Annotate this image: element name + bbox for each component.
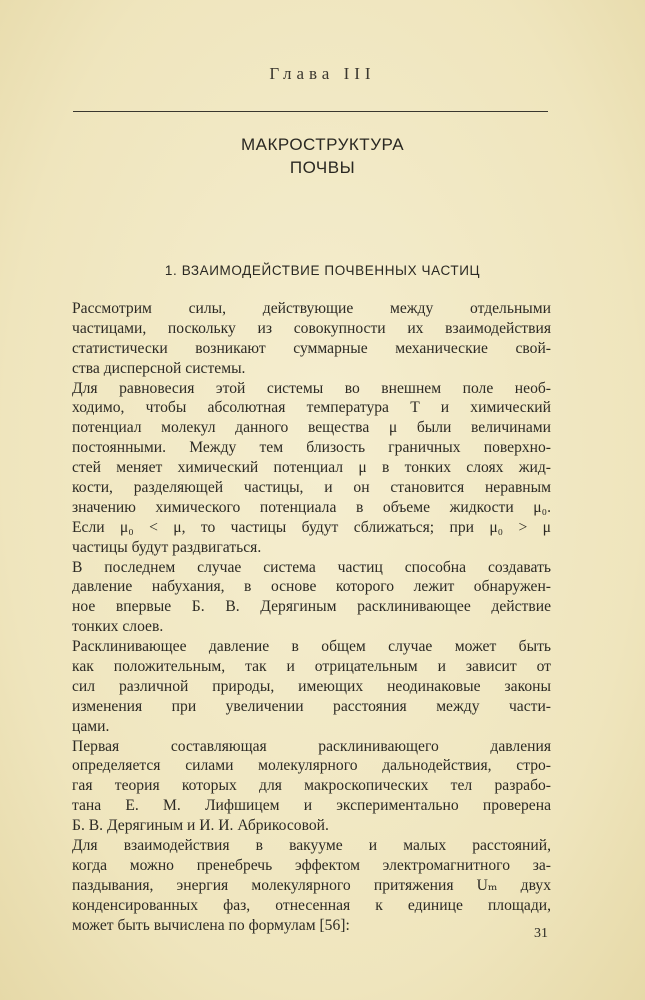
chapter-title-line-1: МАКРОСТРУКТУРА — [240, 135, 405, 154]
text-line: кости, разделяющей частицы, и он становится неравным — [72, 479, 551, 497]
text-line: изменения при увеличении расстояния между части- — [72, 697, 551, 715]
text-line: потенциал молекул данного вещества μ были величинами — [72, 419, 551, 437]
text-line: значению химического потенциала в объеме жидкости μ₀. — [72, 498, 551, 516]
text-line: ходимо, чтобы абсолютная температура T и химический — [72, 399, 551, 417]
text-line: В последнем случае система частиц способна создавать — [72, 558, 551, 576]
text-line: давление набухания, в основе которого лежит обнаружен- — [72, 578, 551, 596]
text-line: конденсированных фаз, отнесенная к единице площади, — [72, 896, 551, 914]
chapter-title-line-2: ПОЧВЫ — [289, 158, 356, 177]
body-text — [72, 299, 551, 936]
text-line: ное впервые Б. В. Дерягиным расклинивающее действие — [72, 598, 551, 616]
text-line: тана Е. М. Лифшицем и экспериментально проверена — [72, 797, 551, 815]
chapter-heading: Глава III — [269, 64, 376, 83]
text-line: сил различной природы, имеющих неодинаковые законы — [72, 677, 551, 695]
text-line: Рассмотрим силы, действующие между отдельными — [72, 300, 551, 317]
heading-rule — [73, 111, 548, 112]
text-line: частицы будут раздвигаться. — [72, 538, 262, 556]
text-line: ства дисперсной системы. — [72, 359, 246, 377]
text-line: гая теория которых для макроскопических тел разрабо- — [72, 777, 551, 795]
text-line: частицами, поскольку из совокупности их взаимодействия — [72, 319, 551, 337]
text-line: Первая составляющая расклинивающего давления — [72, 737, 551, 755]
text-line: статистически возникают суммарные механические свой- — [72, 339, 551, 357]
section-heading: 1. ВЗАИМОДЕЙСТВИЕ ПОЧВЕННЫХ ЧАСТИЦ — [164, 263, 481, 278]
page-number: 31 — [534, 926, 548, 941]
text-line: когда можно пренебречь эффектом электромагнитного за- — [72, 856, 551, 874]
text-line: может быть вычислена по формулам [56]: — [72, 916, 350, 934]
text-line: Если μ₀ < μ, то частицы будут сближаться; при μ₀ > μ — [72, 518, 551, 536]
text-line: постоянными. Между тем близость граничных поверхно- — [72, 439, 551, 457]
text-line: стей меняет химический потенциал μ в тонких слоях жид- — [72, 459, 551, 477]
text-line: определяется силами молекулярного дальнодействия, стро- — [72, 757, 551, 775]
text-line: тонких слоев. — [72, 618, 164, 636]
text-line: Для взаимодействия в вакууме и малых расстояний, — [72, 837, 551, 855]
text-line: как положительным, так и отрицательным и зависит от — [72, 658, 551, 676]
text-line: Б. В. Дерягиным и И. И. Абрикосовой. — [72, 817, 329, 835]
text-line: Расклинивающее давление в общем случае может быть — [72, 638, 551, 656]
text-line: Для равновесия этой системы во внешнем поле необ- — [72, 379, 551, 397]
text-line: цами. — [72, 717, 110, 735]
text-line: паздывания, энергия молекулярного притяжения Uₘ двух — [72, 876, 551, 894]
